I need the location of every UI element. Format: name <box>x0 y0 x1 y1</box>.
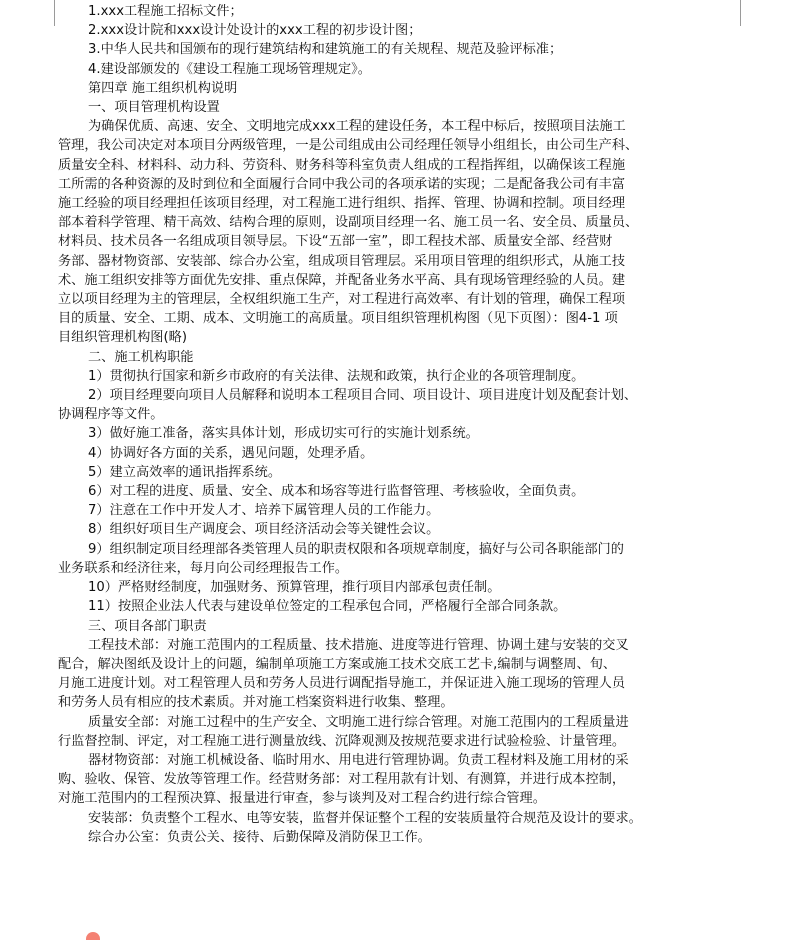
text-line: 目组织管理机构图(略) <box>58 330 187 346</box>
text-line: 4.建设部颁发的《建设工程施工现场管理规定》。 <box>88 61 371 77</box>
text-line: 三、项目各部门职责 <box>88 618 207 634</box>
text-line: 3.中华人民共和国颁布的现行建筑结构和建筑施工的有关规程、规范及验评标准； <box>88 42 563 58</box>
text-line: 2）项目经理要向项目人员解释和说明本工程项目合同、项目设计、项目进度计划及配套计划、 <box>88 388 638 404</box>
text-line: 协调程序等文件。 <box>58 407 164 423</box>
text-line: 目的质量、安全、工期、成本、文明施工的高质量。项目组织管理机构图（见下页图）：图4-1 项 <box>58 311 618 327</box>
text-line: 10）严格财经制度，加强财务、预算管理，推行项目内部承包责任制。 <box>88 580 501 596</box>
text-line: 务部、器材物资部、安装部、综合办公室，组成项目管理层。采用项目管理的组织形式，从施工技 <box>58 253 626 269</box>
text-line: 4）协调好各方面的关系，遇见问题，处理矛盾。 <box>88 445 374 461</box>
document-body[interactable] <box>58 2 740 847</box>
text-line: 3）做好施工准备，落实具体计划，形成切实可行的实施计划系统。 <box>88 426 479 442</box>
text-line: 配合，解决图纸及设计上的问题，编制单项施工方案或施工技术交底工艺卡,编制与调整周、旬、 <box>58 656 617 672</box>
text-line: 为确保优质、高速、安全、文明地完成xxx工程的建设任务，本工程中标后，按照项目法施工 <box>88 119 626 135</box>
text-line: 业务联系和经济往来，每月向公司经理报告工作。 <box>58 560 349 576</box>
text-line: 1）贯彻执行国家和新乡市政府的有关法律、法规和政策，执行企业的各项管理制度。 <box>88 368 585 384</box>
text-line: 11）按照企业法人代表与建设单位签定的工程承包合同，严格履行全部合同条款。 <box>88 599 567 615</box>
text-line: 行监督控制、评定，对工程施工进行测量放线、沉降观测及按规范要求进行试验检验、计量管理。 <box>58 733 626 749</box>
text-line: 5）建立高效率的通讯指挥系统。 <box>88 464 282 480</box>
text-line: 施工经验的项目经理担任该项目经理，对工程施工进行组织、指挥、管理、协调和控制。项目经理 <box>58 196 626 212</box>
text-line: 安装部：负责整个工程水、电等安装，监督并保证整个工程的安装质量符合规范及设计的要求。 <box>88 810 642 826</box>
text-line: 7）注意在工作中开发人才、培养下属管理人员的工作能力。 <box>88 503 440 519</box>
text-line: 月施工进度计划。对工程管理人员和劳务人员进行调配指导施工，并保证进入施工现场的管理人员 <box>58 676 626 692</box>
text-line: 工程技术部：对施工范围内的工程质量、技术措施、进度等进行管理、协调土建与安装的交叉 <box>88 637 629 653</box>
text-line: 9）组织制定项目经理部各类管理人员的职责权限和各项规章制度，搞好与公司各职能部门的 <box>88 541 624 557</box>
text-line: 对施工范围内的工程预决算、报量进行审查，参与谈判及对工程合约进行综合管理。 <box>58 791 546 807</box>
text-line: 6）对工程的进度、质量、安全、成本和场容等进行监督管理、考核验收，全面负责。 <box>88 484 585 500</box>
text-line: 材料员、技术员各一名组成项目领导层。下设“五部一室”，即工程技术部、质量安全部、经营财 <box>58 234 613 250</box>
text-line: 一、项目管理机构设置 <box>88 100 220 116</box>
floating-cursor-icon <box>86 932 100 940</box>
right-margin-marker <box>740 0 741 26</box>
text-line: 2.xxx设计院和xxx设计处设计的xxx工程的初步设计图； <box>88 23 422 39</box>
text-line: 购、验收、保管、发放等管理工作。经营财务部：对工程用款有计划、有测算，并进行成本控制， <box>58 772 626 788</box>
text-line: 管理，我公司决定对本项目分两级管理，一是公司组成由公司经理任领导小组组长，由公司生产科、 <box>58 138 639 154</box>
text-line: 1.xxx工程施工招标文件； <box>88 4 243 19</box>
text-line: 质量安全部：对施工过程中的生产安全、文明施工进行综合管理。对施工范围内的工程质量进 <box>88 714 629 730</box>
text-line: 和劳务人员有相应的技术素质。并对施工档案资料进行收集、整理。 <box>58 695 454 711</box>
text-line: 质量安全科、材料科、动力科、劳资科、财务科等科室负责人组成的工程指挥组，以确保该工程施 <box>58 157 626 173</box>
text-line: 8）组织好项目生产调度会、项目经济活动会等关键性会议。 <box>88 522 440 538</box>
text-line: 综合办公室：负责公关、接待、后勤保障及消防保卫工作。 <box>88 829 431 845</box>
left-margin-marker <box>54 0 55 26</box>
text-line: 术、施工组织安排等方面优先安排、重点保障，并配备业务水平高、具有现场管理经验的人员。建 <box>58 272 626 288</box>
text-line: 第四章 施工组织机构说明 <box>88 80 238 96</box>
text-line: 部本着科学管理、精干高效、结构合理的原则，设副项目经理一名、施工员一名、安全员、质量员、 <box>58 215 639 231</box>
text-line: 器材物资部：对施工机械设备、临时用水、用电进行管理协调。负责工程材料及施工用材的采 <box>88 752 629 768</box>
text-line: 立以项目经理为主的管理层，全权组织施工生产，对工程进行高效率、有计划的管理，确保工程项 <box>58 292 626 308</box>
text-line: 二、施工机构职能 <box>88 349 194 365</box>
text-line: 工所需的各种资源的及时到位和全面履行合同中我公司的各项承诺的实现；二是配备我公司有丰富 <box>58 176 626 192</box>
